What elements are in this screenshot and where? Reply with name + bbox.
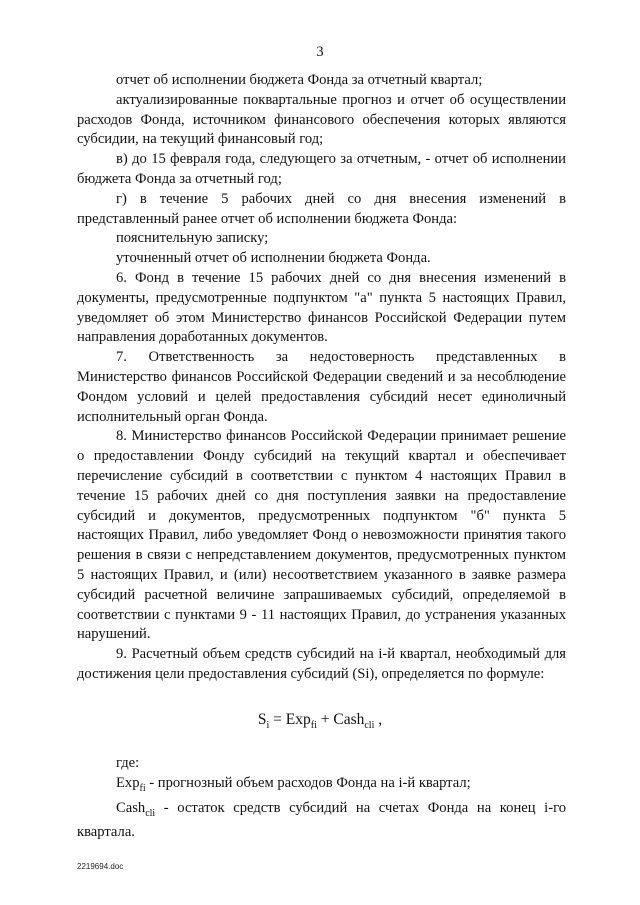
document-file-code: 2219694.doc [77, 862, 124, 871]
formula-s-sub: i [266, 720, 270, 732]
formula-eq: = [269, 711, 286, 728]
paragraph-item-9: 9. Расчетный объем средств субсидий на i-й квартал, необходимый для достижения цели предоставления субсидий (Si), определяется по формуле: [77, 646, 566, 682]
subsidy-formula [0, 711, 640, 731]
definition-exp-term: Exp [116, 774, 140, 791]
paragraph-item-7: 7. Ответственность за недостоверность представленных в Министерство финансов Российской Федерации сведений и за несоблюдение Фондом условий и целей предоставления субсидий несет единоличный исполнительный орган Фонда. [77, 349, 566, 425]
where-label: где: [116, 755, 140, 771]
paragraph-forecast-report: актуализированные поквартальные прогноз и отчет об осуществлении расходов Фонда, источником финансового обеспечения которых являются субсидии, на текущий финансовый год; [77, 91, 566, 148]
definition-cash-sub: cli [145, 807, 156, 819]
formula-definitions [77, 754, 566, 843]
paragraph-subitem-g: г) в течение 5 рабочих дней со дня внесения изменений в представленный ранее отчет об исполнении бюджета Фонда: [77, 190, 566, 227]
formula-plus: + [316, 711, 334, 728]
definition-exp [77, 774, 566, 799]
formula-cash-sub: cli [364, 720, 375, 732]
formula-s: S [257, 711, 267, 728]
paragraph-subitem-v: в) до 15 февраля года, следующего за отчетным, - отчет об исполнении бюджета Фонда за отчетный год; [77, 151, 566, 187]
definition-exp-text: - прогнозный объем расходов Фонда на i-й квартал; [145, 774, 471, 791]
paragraph-item-6: 6. Фонд в течение 15 рабочих дней со дня внесения изменений в документы, предусмотренные подпунктом "а" пункта 5 настоящих Правил, уведомляет об этом Министерство финансов Российской Федерации путем направления доработанных документов. [77, 269, 566, 346]
formula-exp: Exp [285, 711, 311, 728]
formula-exp-sub: fi [310, 720, 317, 732]
paragraph-explanatory-note: пояснительную записку; [116, 230, 269, 247]
body-text [77, 71, 566, 685]
paragraph-budget-report: отчет об исполнении бюджета Фонда за отчетный квартал; [116, 72, 483, 88]
definition-cash-text: - остаток средств субсидий на счетах Фонда на конец i-го квартала. [77, 799, 566, 841]
paragraph-updated-report: уточненный отчет об исполнении бюджета Фонда. [116, 250, 431, 267]
definition-cash [77, 799, 566, 844]
formula-cash: Cash [333, 711, 365, 728]
page-number: 3 [316, 44, 324, 60]
definition-exp-sub: fi [139, 782, 146, 794]
definition-cash-term: Cash [116, 799, 146, 816]
paragraph-item-8: 8. Министерство финансов Российской Федерации принимает решение о предоставлении Фонду субсидий на текущий квартал и обеспечивает перечисление субсидий в соответствии с пунктом 4 настоящих Правил в течение 15 рабочих дней со дня поступления заявки на предоставление субсидий и документов, предусмотренных подпунктом "б" пункта 5 настоящих Правил, либо уведомляет Фонд о невозможности принятия такого решения в связи с непредставлением документов, предусмотренных пунктом 5 настоящих Правил, и (или) несоответствием указанного в заявке размера субсидий расчетной величине запрашиваемых субсидий, определяемой в соответствии с пунктами 9 - 11 настоящих Правил, до устранения указанных нарушений. [77, 428, 566, 643]
formula-tail: , [374, 711, 383, 728]
